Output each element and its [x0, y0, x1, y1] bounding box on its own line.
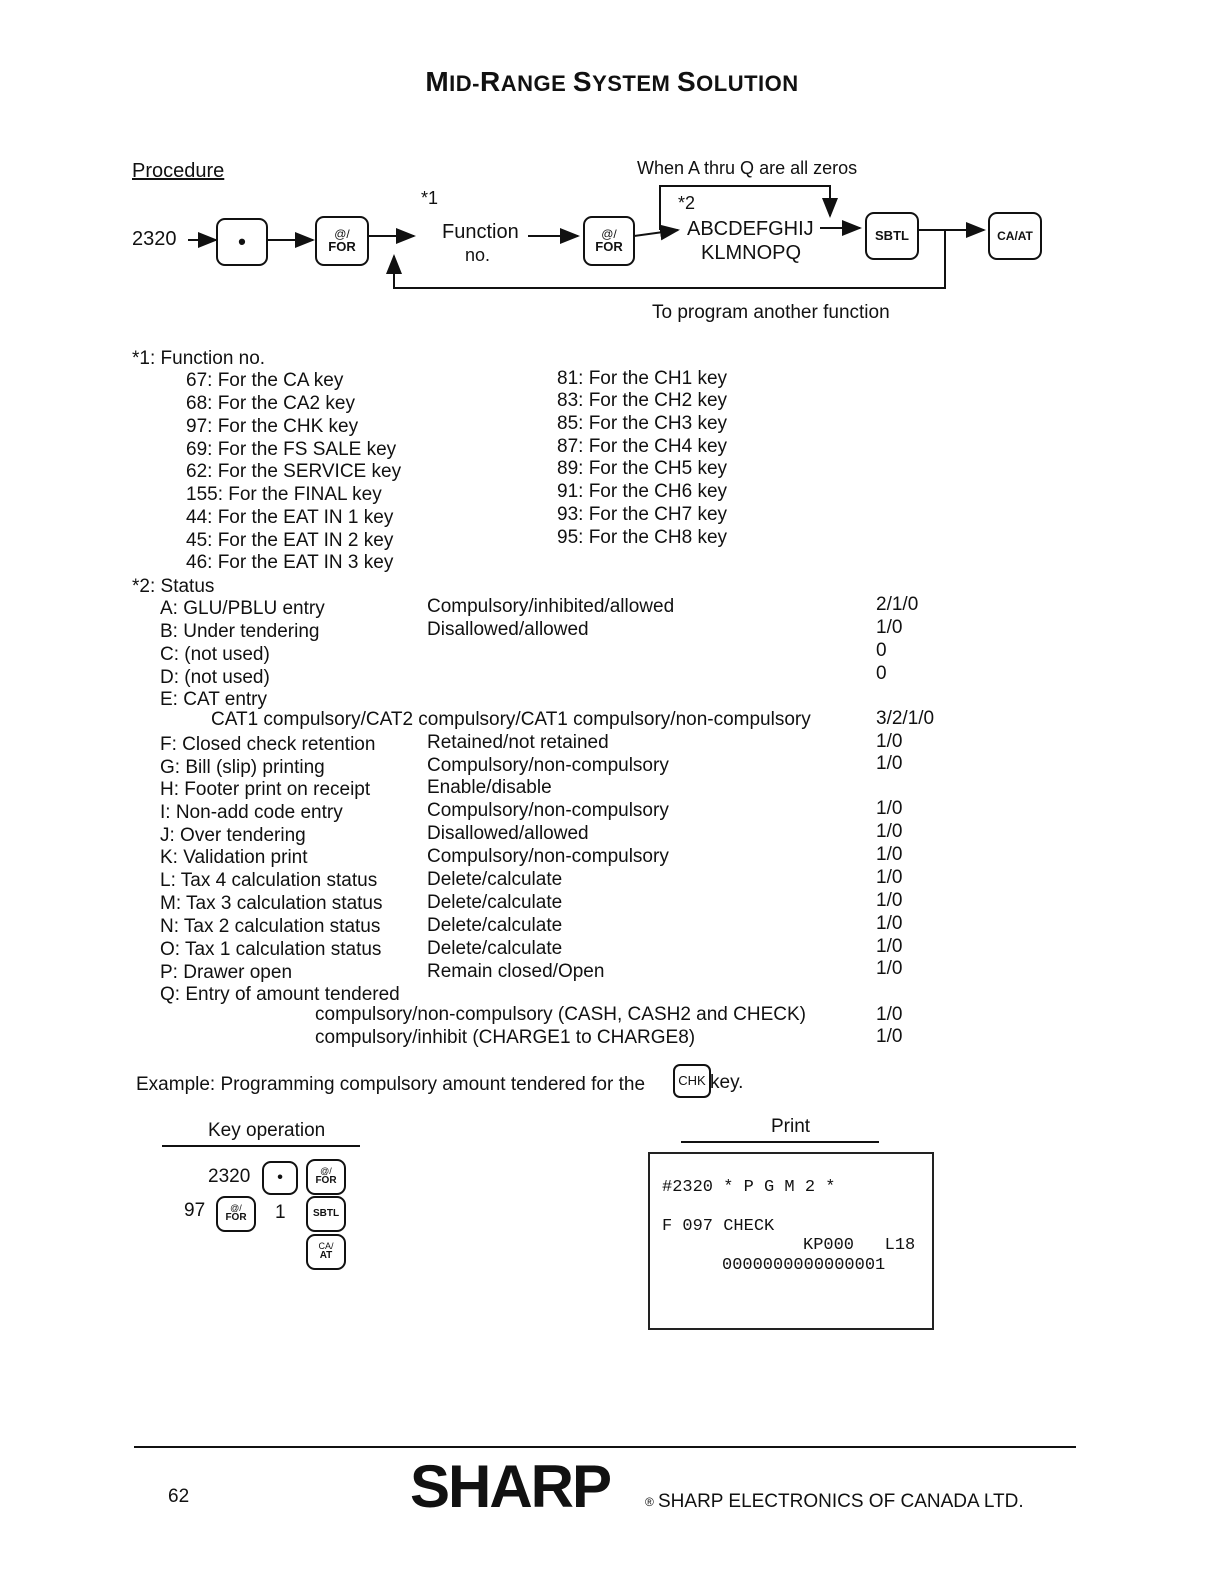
status-value: 1/0	[876, 890, 903, 911]
status-label: A: GLU/PBLU entry	[160, 598, 325, 619]
function-item: 91: For the CH6 key	[557, 481, 728, 502]
function-item: 46: For the EAT IN 3 key	[186, 552, 394, 573]
at-for-key-icon: @/ FOR	[216, 1196, 256, 1232]
status-label: I: Non-add code entry	[160, 802, 343, 823]
status-value: 1/0	[876, 1004, 903, 1025]
function-item: 97: For the CHK key	[186, 416, 359, 437]
op-code-97: 97	[184, 1200, 206, 1221]
status-value: 1/0	[876, 913, 903, 934]
function-item: 45: For the EAT IN 2 key	[186, 530, 394, 551]
at-for-key-2-icon: @/ FOR	[583, 216, 635, 266]
loop-note: To program another function	[652, 302, 890, 323]
status-label: F: Closed check retention	[160, 734, 376, 755]
status-value: 1/0	[876, 958, 903, 979]
start-code: 2320	[132, 228, 177, 250]
chk-key-icon: CHK	[673, 1064, 711, 1098]
function-item: 62: For the SERVICE key	[186, 461, 402, 482]
function-item: 81: For the CH1 key	[557, 368, 728, 389]
at-for-key-icon: @/ FOR	[306, 1159, 346, 1195]
example-text: Example: Programming compulsory amount tendered for the	[136, 1074, 646, 1095]
status-label: E: CAT entry	[160, 689, 267, 710]
at-for-key-icon: @/ FOR	[315, 216, 369, 266]
function-item: 85: For the CH3 key	[557, 413, 728, 434]
function-item: 95: For the CH8 key	[557, 527, 728, 548]
page-title: MID-RANGE SYSTEM SOLUTION	[425, 66, 799, 97]
note-1-marker: *1	[421, 188, 439, 208]
status-value: 1/0	[876, 753, 903, 774]
status-desc: Disallowed/allowed	[427, 619, 589, 640]
status-label: B: Under tendering	[160, 621, 320, 642]
function-item: 87: For the CH4 key	[557, 436, 728, 457]
status-label: L: Tax 4 calculation status	[160, 870, 378, 891]
print-heading: Print	[771, 1116, 811, 1137]
status-label: C: (not used)	[160, 644, 270, 665]
sharp-logo: SHARP	[410, 1453, 611, 1520]
status-desc: Delete/calculate	[427, 938, 563, 959]
receipt-printout	[648, 1152, 934, 1330]
status-value: 1/0	[876, 617, 903, 638]
sbtl-key-icon: SBTL	[865, 212, 919, 260]
arrow-to-status	[634, 230, 678, 236]
caat-key-icon: CA/AT	[988, 212, 1042, 260]
ca-at-key-icon: CA/ AT	[306, 1234, 346, 1270]
status-value: 0	[876, 640, 887, 661]
receipt-line: F 097 CHECK	[662, 1217, 775, 1236]
status-heading: *2: Status	[132, 576, 215, 597]
status-label: D: (not used)	[160, 667, 270, 688]
page-number: 62	[168, 1486, 190, 1507]
function-label: Function	[442, 221, 519, 243]
tender-options-cash: compulsory/non-compulsory (CASH, CASH2 and CHECK)	[315, 1004, 806, 1025]
key-operation-underline	[162, 1145, 360, 1147]
status-label: H: Footer print on receipt	[160, 779, 371, 800]
status-label: J: Over tendering	[160, 825, 306, 846]
status-label: K: Validation print	[160, 847, 308, 868]
status-value: 2/1/0	[876, 594, 919, 615]
function-item: 69: For the FS SALE key	[186, 439, 397, 460]
function-no-label: no.	[465, 245, 491, 265]
function-item: 155: For the FINAL key	[186, 484, 382, 505]
status-desc: Delete/calculate	[427, 915, 563, 936]
op-code-2320: 2320	[208, 1166, 251, 1187]
note-2-marker: *2	[678, 193, 696, 213]
dot-key-icon: •	[216, 218, 268, 266]
cat-entry-options: CAT1 compulsory/CAT2 compulsory/CAT1 compulsory/non-compulsory	[211, 709, 811, 730]
op-value-1: 1	[275, 1202, 286, 1223]
status-label: N: Tax 2 calculation status	[160, 916, 381, 937]
status-desc: Enable/disable	[427, 777, 552, 798]
status-desc: Disallowed/allowed	[427, 823, 589, 844]
status-label: G: Bill (slip) printing	[160, 757, 325, 778]
receipt-line: 0000000000000001	[722, 1256, 886, 1275]
status-value: 1/0	[876, 936, 903, 957]
sbtl-key-icon: SBTL	[306, 1196, 346, 1232]
status-value: 1/0	[876, 867, 903, 888]
status-value: 0	[876, 663, 887, 684]
receipt-line: KP000 L18	[803, 1236, 916, 1255]
status-desc: Delete/calculate	[427, 892, 563, 913]
function-item: 93: For the CH7 key	[557, 504, 728, 525]
status-desc: Compulsory/inhibited/allowed	[427, 596, 675, 617]
status-label: M: Tax 3 calculation status	[160, 893, 383, 914]
function-item: 68: For the CA2 key	[186, 393, 355, 414]
status-value: 1/0	[876, 844, 903, 865]
procedure-flow-diagram	[0, 0, 1224, 330]
status-label: Q: Entry of amount tendered	[160, 984, 400, 1005]
key-operation-heading: Key operation	[208, 1120, 326, 1141]
status-value: 1/0	[876, 1026, 903, 1047]
status-label: P: Drawer open	[160, 962, 293, 983]
status-desc: Remain closed/Open	[427, 961, 605, 982]
function-list-heading: *1: Function no.	[132, 348, 266, 369]
receipt-line: #2320 * P G M 2 *	[662, 1178, 836, 1197]
footer-rule	[134, 1446, 1076, 1448]
function-item: 83: For the CH2 key	[557, 390, 728, 411]
status-value: 1/0	[876, 821, 903, 842]
status-desc: Delete/calculate	[427, 869, 563, 890]
example-key-suffix: key.	[710, 1072, 744, 1093]
registered-mark: ®	[645, 1495, 654, 1509]
dot-key-icon: •	[262, 1161, 298, 1195]
print-underline	[681, 1141, 879, 1143]
status-value: 1/0	[876, 731, 903, 752]
status-desc: Compulsory/non-compulsory	[427, 846, 669, 867]
status-letters-1: ABCDEFGHIJ	[687, 218, 814, 240]
status-label: O: Tax 1 calculation status	[160, 939, 382, 960]
status-desc: Retained/not retained	[427, 732, 609, 753]
tender-options-charge: compulsory/inhibit (CHARGE1 to CHARGE8)	[315, 1027, 696, 1048]
zeros-note: When A thru Q are all zeros	[637, 158, 858, 178]
status-value: 1/0	[876, 798, 903, 819]
status-desc: Compulsory/non-compulsory	[427, 800, 669, 821]
status-desc: Compulsory/non-compulsory	[427, 755, 669, 776]
status-letters-2: KLMNOPQ	[701, 242, 802, 264]
status-value: 3/2/1/0	[876, 708, 935, 729]
function-item: 44: For the EAT IN 1 key	[186, 507, 394, 528]
function-item: 89: For the CH5 key	[557, 458, 728, 479]
company-name: SHARP ELECTRONICS OF CANADA LTD.	[658, 1491, 1024, 1512]
function-item: 67: For the CA key	[186, 370, 344, 391]
procedure-heading: Procedure	[132, 160, 225, 182]
